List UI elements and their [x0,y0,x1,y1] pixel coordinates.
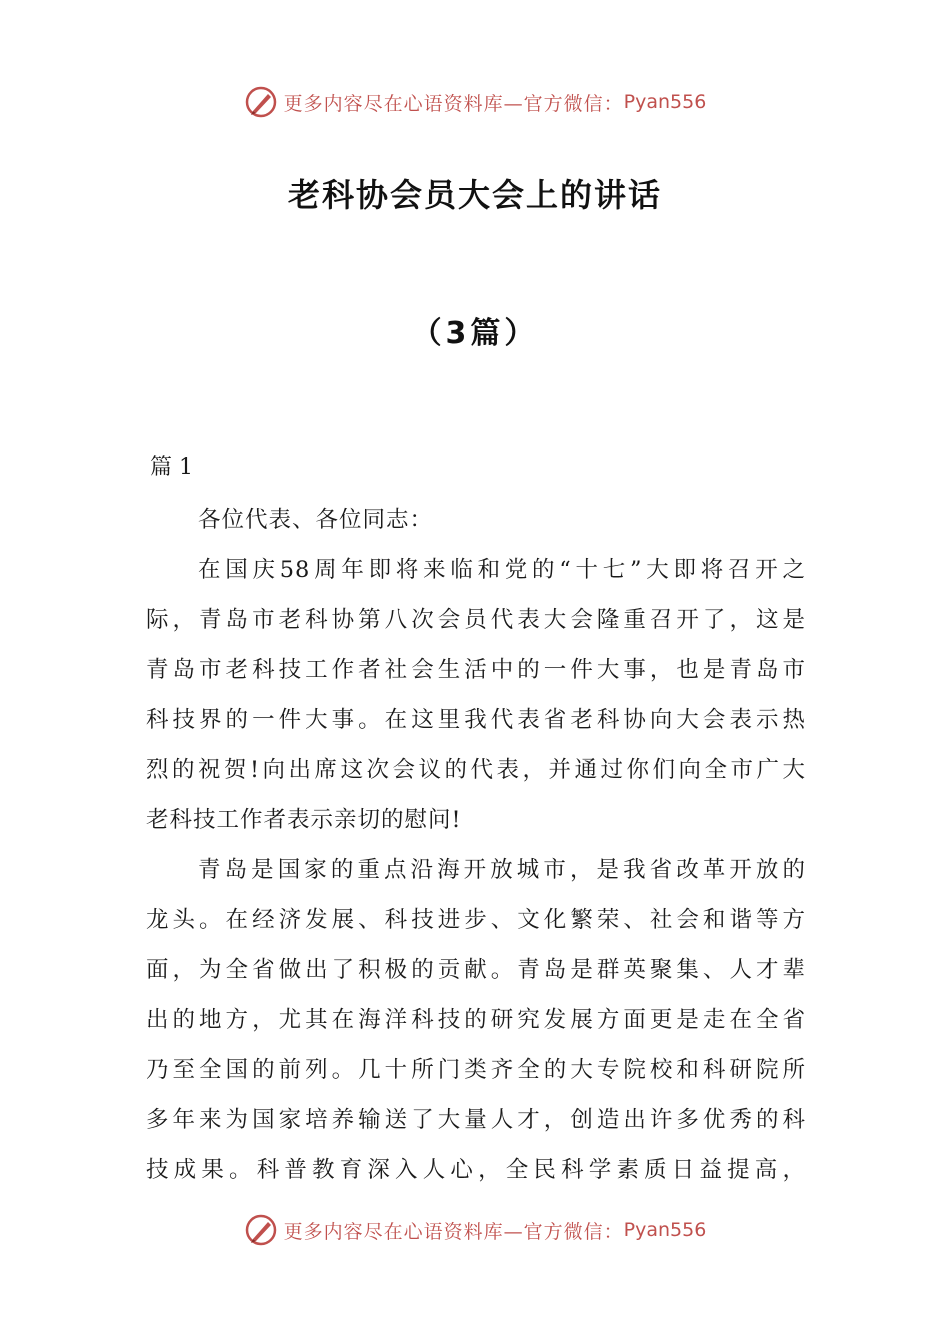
body-line: 面，为全省做出了积极的贡献。青岛是群英聚集、人才辈 [146,957,806,983]
header-banner-text: 更多内容尽在心语资料库—官方微信： [283,92,624,115]
body-line: 际，青岛市老科协第八次会员代表大会隆重召开了，这是 [146,607,806,633]
pen-logo-icon [244,1213,278,1247]
body-line: 技成果。科普教育深入人心，全民科学素质日益提高， [146,1157,806,1183]
body-line: 烈的祝贺!向出席这次会议的代表，并通过你们向全市广大 [146,757,806,783]
body-line: 科技界的一件大事。在这里我代表省老科协向大会表示热 [146,707,806,733]
body-line: 出的地方，尤其在海洋科技的研究发展方面更是走在全省 [146,1007,806,1033]
footer-watermark-banner [0,1208,950,1252]
pen-logo-icon [244,85,278,119]
section-label: 篇 1 [150,455,193,480]
body-line: 青岛是国家的重点沿海开放城市，是我省改革开放的 [198,857,806,883]
header-banner-wechat-id: Pyan556 [623,91,707,113]
body-line: 各位代表、各位同志： [198,507,434,533]
body-line: 乃至全国的前列。几十所门类齐全的大专院校和科研院所 [146,1057,806,1083]
body-line: 青岛市老科技工作者社会生活中的一件大事，也是青岛市 [146,657,806,683]
footer-banner-wechat-id: Pyan556 [623,1219,707,1241]
footer-banner-text: 更多内容尽在心语资料库—官方微信： [283,1220,624,1243]
document-subtitle: （3篇） [411,316,539,351]
body-line: 龙头。在经济发展、科技进步、文化繁荣、社会和谐等方 [146,907,806,933]
body-line: 在国庆58周年即将来临和党的“十七”大即将召开之 [198,557,806,583]
body-line: 老科技工作者表示亲切的慰问! [146,807,462,833]
header-watermark-banner [0,80,950,124]
document-title: 老科协会员大会上的讲话 [287,176,662,214]
document-body [146,495,806,1195]
body-line: 多年来为国家培养输送了大量人才，创造出许多优秀的科 [146,1107,806,1133]
